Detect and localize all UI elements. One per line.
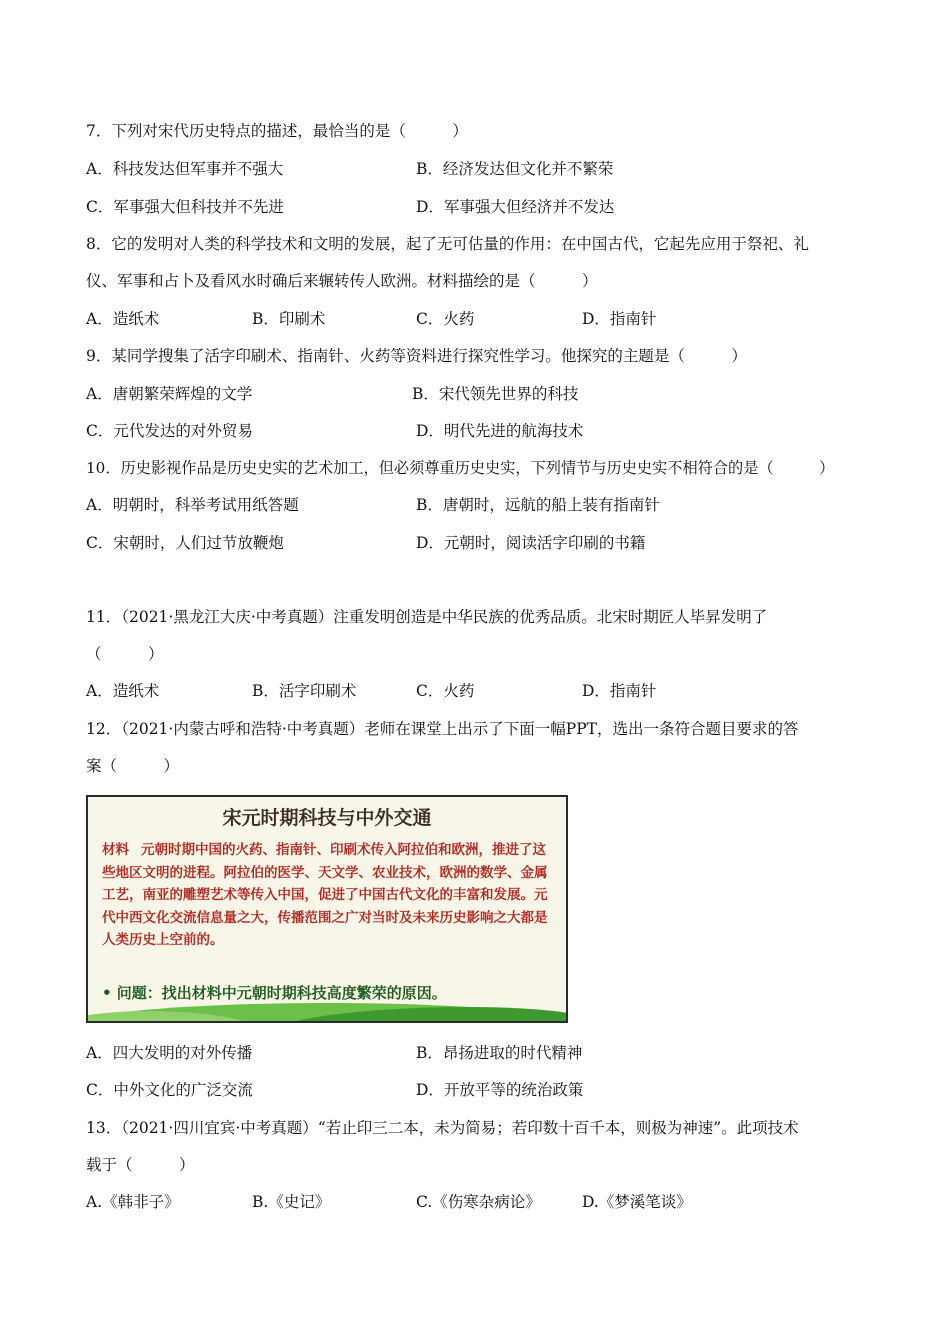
q13-option-a[interactable]: A.《韩非子》	[86, 1193, 180, 1211]
q8-option-b[interactable]: B．印刷术	[252, 310, 326, 328]
q10-option-d[interactable]: D．元朝时，阅读活字印刷的书籍	[416, 534, 646, 552]
q11-option-b[interactable]: B．活字印刷术	[252, 682, 357, 700]
q9-option-d[interactable]: D．明代先进的航海技术	[416, 422, 584, 440]
q12-option-c[interactable]: C．中外文化的广泛交流	[86, 1081, 253, 1099]
q11-option-a[interactable]: A．造纸术	[86, 682, 160, 700]
ppt-question: • 问题：找出材料中元朝时期科技高度繁荣的原因。	[102, 984, 447, 1002]
question-11-stem-line2: （ ）	[86, 645, 164, 663]
q9-option-a[interactable]: A．唐朝繁荣辉煌的文学	[86, 385, 253, 403]
question-7-stem: 7．下列对宋代历史特点的描述，最恰当的是（ ）	[86, 122, 468, 140]
question-11-stem-line1: 11．（2021·黑龙江大庆·中考真题）注重发明创造是中华民族的优秀品质。北宋时期匠人毕昇发明了	[86, 608, 768, 626]
q7-option-b[interactable]: B．经济发达但文化并不繁荣	[416, 160, 614, 178]
q12-option-d[interactable]: D．开放平等的统治政策	[416, 1081, 584, 1099]
q8-option-d[interactable]: D．指南针	[582, 310, 657, 328]
question-13-stem-line2: 载于（ ）	[86, 1156, 195, 1174]
question-13-stem-line1: 13．（2021·四川宜宾·中考真题）“若止印三二本，未为简易；若印数十百千本，则极为神速”。此项技术	[86, 1119, 799, 1137]
q7-option-a[interactable]: A．科技发达但军事并不强大	[86, 160, 284, 178]
q10-option-c[interactable]: C．宋朝时，人们过节放鞭炮	[86, 534, 284, 552]
q12-option-b[interactable]: B．昂扬进取的时代精神	[416, 1044, 583, 1062]
q12-option-a[interactable]: A．四大发明的对外传播	[86, 1044, 253, 1062]
q11-option-c[interactable]: C．火药	[416, 682, 475, 700]
question-8-stem-line2: 仪、军事和占卜及看风水时确后来辗转传人欧洲。材料描绘的是（ ）	[86, 272, 598, 290]
q9-option-b[interactable]: B．宋代领先世界的科技	[412, 385, 579, 403]
ppt-material-text: 元朝时期中国的火药、指南针、印刷术传入阿拉伯和欧洲，推进了这些地区文明的进程。阿拉伯的医学、天文学、农业技术，欧洲的数学、金属工艺，南亚的雕塑艺术等传入中国，促进了中国古代文化的丰富和发展。元代中西文化交流信息量之大，传播范围之广对当时及未来历史影响之大都是人类历史上空前的。	[102, 842, 548, 948]
ppt-material-label: 材料	[102, 842, 129, 858]
question-12-stem-line2: 案（ ）	[86, 757, 180, 775]
question-10-stem: 10．历史影视作品是历史史实的艺术加工，但必须尊重历史史实，下列情节与历史史实不相符合的是（ ）	[86, 459, 835, 477]
q13-option-b[interactable]: B.《史记》	[252, 1193, 331, 1211]
ppt-material	[102, 839, 552, 952]
q9-option-c[interactable]: C．元代发达的对外贸易	[86, 422, 253, 440]
q10-option-a[interactable]: A．明朝时，科举考试用纸答题	[86, 496, 299, 514]
q8-option-c[interactable]: C．火药	[416, 310, 475, 328]
ppt-slide-image	[86, 795, 568, 1023]
q10-option-b[interactable]: B．唐朝时，远航的船上装有指南针	[416, 496, 660, 514]
question-12-stem-line1: 12．（2021·内蒙古呼和浩特·中考真题）老师在课堂上出示了下面一幅PPT，选出一条符合题目要求的答	[86, 720, 799, 738]
q7-option-d[interactable]: D．军事强大但经济并不发达	[416, 198, 615, 216]
q8-option-a[interactable]: A．造纸术	[86, 310, 160, 328]
q13-option-c[interactable]: C.《伤寒杂病论》	[416, 1193, 541, 1211]
ppt-title: 宋元时期科技与中外交通	[222, 807, 432, 829]
question-9-stem: 9．某同学搜集了活字印刷术、指南针、火药等资料进行探究性学习。他探究的主题是（ ）	[86, 347, 747, 365]
q13-option-d[interactable]: D.《梦溪笔谈》	[582, 1193, 692, 1211]
q7-option-c[interactable]: C．军事强大但科技并不先进	[86, 198, 284, 216]
q11-option-d[interactable]: D．指南针	[582, 682, 657, 700]
question-8-stem-line1: 8．它的发明对人类的科学技术和文明的发展，起了无可估量的作用：在中国古代，它起先应用于祭祀、礼	[86, 235, 809, 253]
